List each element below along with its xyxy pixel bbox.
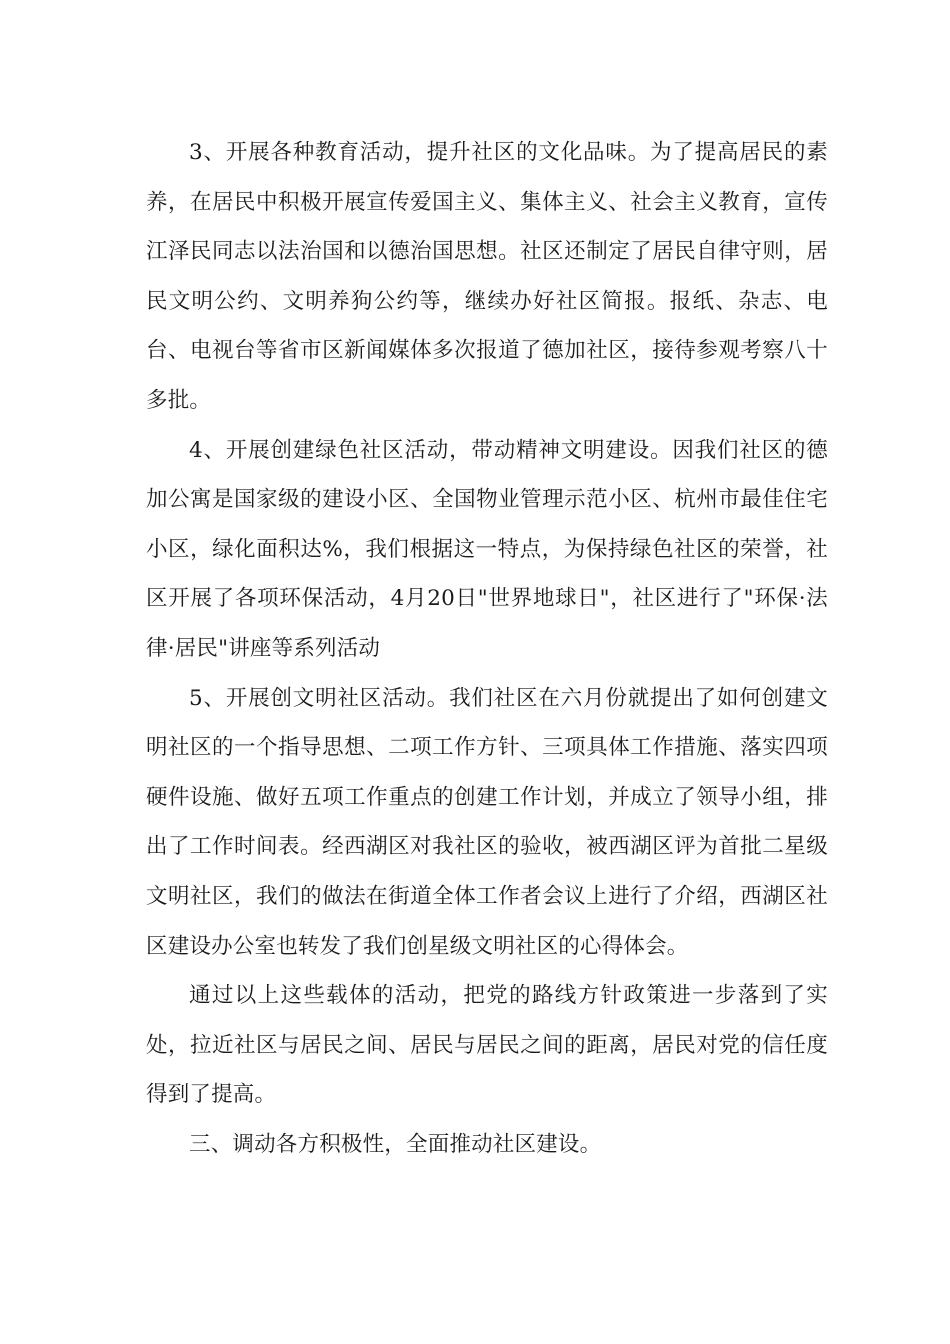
document-body bbox=[146, 128, 828, 1169]
paragraph-civilized-community: 5、开展创文明社区活动。我们社区在六月份就提出了如何创建文明社区的一个指导思想、二项工作方针、三项具体工作措施、落实四项硬件设施、做好五项工作重点的创建工作计划，并成立了领导小组，排出了工作时间表。经西湖区对我社区的验收，被西湖区评为首批二星级文明社区，我们的做法在街道全体工作者会议上进行了介绍，西湖区社区建设办公室也转发了我们创星级文明社区的心得体会。 bbox=[146, 685, 828, 959]
paragraph-green-community: 4、开展创建绿色社区活动，带动精神文明建设。因我们社区的德加公寓是国家级的建设小区、全国物业管理示范小区、杭州市最佳住宅小区，绿化面积达%，我们根据这一特点，为保持绿色社区的荣誉，社区开展了各项环保活动，4月20日"世界地球日"，社区进行了"环保·法律·居民"讲座等系列活动 bbox=[146, 437, 828, 661]
paragraph-education-activities: 3、开展各种教育活动，提升社区的文化品味。为了提高居民的素养，在居民中积极开展宣传爱国主义、集体主义、社会主义教育，宣传江泽民同志以法治国和以德治国思想。社区还制定了居民自律守则，居民文明公约、文明养狗公约等，继续办好社区简报。报纸、杂志、电台、电视台等省市区新闻媒体多次报道了德加社区，接待参观考察八十多批。 bbox=[146, 140, 828, 413]
paragraph-summary: 通过以上这些载体的活动，把党的路线方针政策进一步落到了实处，拉近社区与居民之间、居民与居民之间的距离，居民对党的信任度得到了提高。 bbox=[146, 983, 828, 1108]
section-heading-three: 三、调动各方积极性，全面推动社区建设。 bbox=[189, 1131, 602, 1157]
